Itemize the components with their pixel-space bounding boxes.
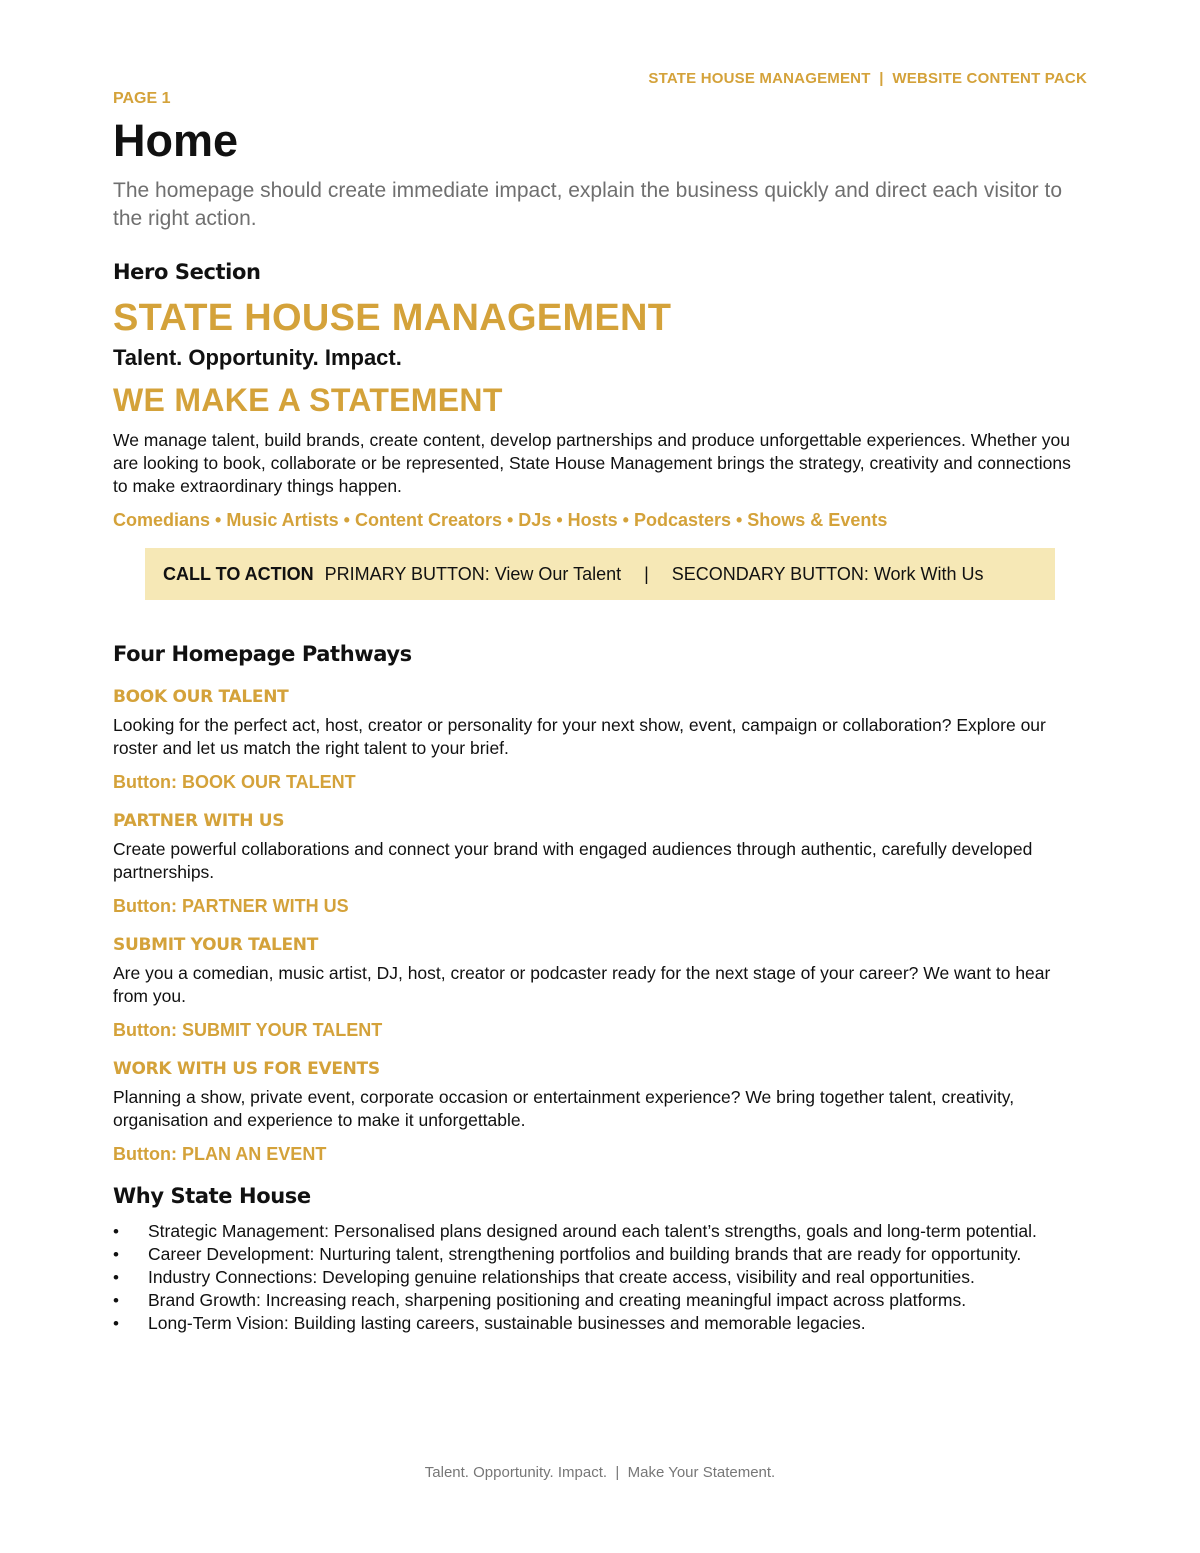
cta-secondary: SECONDARY BUTTON: Work With Us xyxy=(671,563,984,584)
cta-label: CALL TO ACTION xyxy=(163,563,314,584)
bullet-icon: • xyxy=(113,1291,119,1310)
list-item-text: Brand Growth: Increasing reach, sharpening positioning and creating meaningful impact across platforms. xyxy=(148,1290,967,1310)
page-footer: Talent. Opportunity. Impact. | Make Your Statement. xyxy=(424,1464,776,1481)
tagline: Talent. Opportunity. Impact. xyxy=(113,345,402,370)
page-intro: The homepage should create immediate impact, explain the business quickly and direct each visitor to the right action. xyxy=(113,179,1063,230)
pathway-title: SUBMIT YOUR TALENT xyxy=(113,935,319,955)
list-item xyxy=(113,1312,1088,1335)
pathway-button-label: Button: PARTNER WITH US xyxy=(113,896,349,916)
list-item-text: Strategic Management: Personalised plans designed around each talent’s strengths, goals and long-term potential. xyxy=(148,1221,1037,1241)
pathway-description: Planning a show, private event, corporate occasion or entertainment experience? We bring together talent, creativity, organisation and experience to make it unforgettable. xyxy=(113,1087,1015,1130)
pathway-description: Create powerful collaborations and connect your brand with engaged audiences through authentic, carefully developed partnerships. xyxy=(113,839,1033,882)
bullet-icon: • xyxy=(113,1268,119,1287)
brand-title: STATE HOUSE MANAGEMENT xyxy=(113,297,672,339)
list-item xyxy=(113,1289,1088,1312)
list-item-text: Long-Term Vision: Building lasting careers, sustainable businesses and memorable legacies. xyxy=(148,1313,866,1333)
page-content xyxy=(113,88,1088,1335)
pathway-description: Looking for the perfect act, host, creator or personality for your next show, event, campaign or collaboration? Explore our roster and let us match the right talent to your brief. xyxy=(113,715,1046,758)
statement-heading: WE MAKE A STATEMENT xyxy=(113,382,503,418)
pathway-book-talent xyxy=(113,686,1088,794)
cta-primary: PRIMARY BUTTON: View Our Talent xyxy=(324,563,622,584)
pathway-button-label: Button: BOOK OUR TALENT xyxy=(113,772,356,792)
bullet-icon: • xyxy=(113,1314,119,1333)
call-to-action-box xyxy=(145,548,1055,600)
pathway-button-label: Button: PLAN AN EVENT xyxy=(113,1144,327,1164)
why-list xyxy=(113,1220,1088,1335)
cta-separator: | xyxy=(644,563,649,584)
list-item xyxy=(113,1243,1088,1266)
running-header: STATE HOUSE MANAGEMENT | WEBSITE CONTENT PACK xyxy=(648,70,1087,87)
talent-categories: Comedians • Music Artists • Content Creators • DJs • Hosts • Podcasters • Shows & Events xyxy=(113,510,888,530)
pathway-description: Are you a comedian, music artist, DJ, host, creator or podcaster ready for the next stage of your career? We want to hear from you. xyxy=(113,963,1051,1006)
pathway-button-label: Button: SUBMIT YOUR TALENT xyxy=(113,1020,383,1040)
list-item xyxy=(113,1220,1088,1243)
hero-section-heading: Hero Section xyxy=(113,260,261,284)
why-heading: Why State House xyxy=(113,1184,311,1208)
list-item xyxy=(113,1266,1088,1289)
pathway-events xyxy=(113,1058,1088,1166)
pathway-title: BOOK OUR TALENT xyxy=(113,687,289,707)
list-item-text: Career Development: Nurturing talent, strengthening portfolios and building brands that are ready for opportunity. xyxy=(148,1244,1022,1264)
bullet-icon: • xyxy=(113,1245,119,1264)
hero-body-text: We manage talent, build brands, create content, develop partnerships and produce unforgettable experiences. Whether you are looking to book, collaborate or be represented, State House Management brings the strategy, creativity and connections to make extraordinary things happen. xyxy=(113,430,1071,496)
page-title: Home xyxy=(113,115,239,166)
pathway-partner xyxy=(113,810,1088,918)
bullet-icon: • xyxy=(113,1222,119,1241)
list-item-text: Industry Connections: Developing genuine relationships that create access, visibility and real opportunities. xyxy=(148,1267,975,1287)
pathway-submit-talent xyxy=(113,934,1088,1042)
pathway-title: WORK WITH US FOR EVENTS xyxy=(113,1059,380,1079)
pathway-title: PARTNER WITH US xyxy=(113,811,285,831)
page-label: PAGE 1 xyxy=(113,90,171,107)
pathways-heading: Four Homepage Pathways xyxy=(113,642,412,666)
